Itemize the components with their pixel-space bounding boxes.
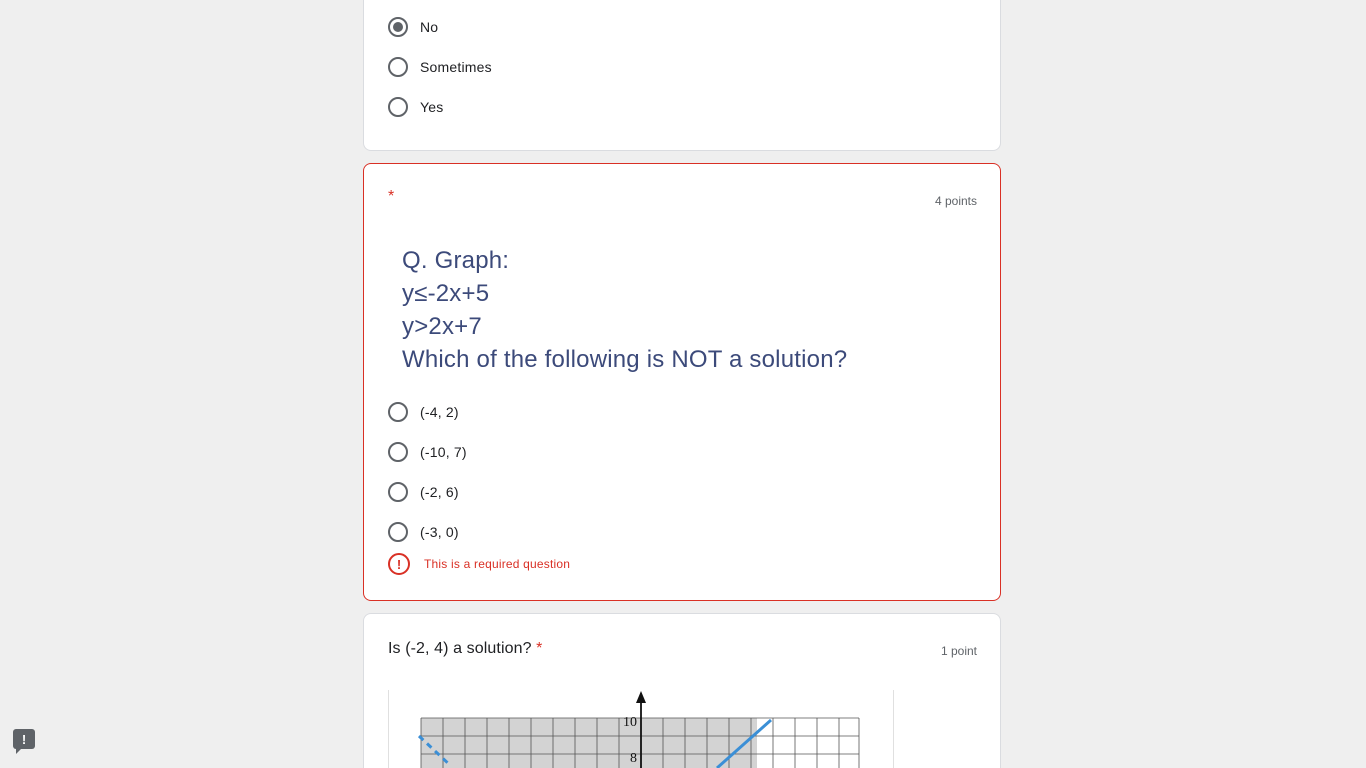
option-label: (-2, 6)	[420, 484, 459, 500]
option-sometimes[interactable]	[388, 55, 492, 79]
radio-icon[interactable]	[388, 402, 408, 422]
points-label: 4 points	[934, 194, 977, 208]
radio-icon[interactable]	[388, 442, 408, 462]
y-axis-arrow-icon	[636, 691, 646, 703]
y-tick-label: 10	[623, 715, 637, 730]
feedback-button[interactable]: !	[13, 729, 35, 749]
question-line: Q. Graph:	[402, 247, 510, 274]
question-graph-image	[388, 690, 894, 768]
option-yes[interactable]	[388, 95, 443, 119]
error-icon: !	[388, 553, 410, 575]
radio-selected-icon[interactable]	[388, 17, 408, 37]
question-line: y>2x+7	[402, 313, 482, 340]
required-error	[388, 553, 570, 575]
option-neg4-2[interactable]	[388, 400, 459, 424]
question-line: y≤-2x+5	[402, 280, 490, 307]
option-label: (-4, 2)	[420, 404, 459, 420]
question-card-next	[363, 613, 1001, 768]
option-label: (-3, 0)	[420, 524, 459, 540]
points-label: 1 point	[940, 644, 977, 658]
question-card-previous	[363, 0, 1001, 151]
radio-icon[interactable]	[388, 57, 408, 77]
option-label: No	[420, 19, 439, 35]
radio-icon[interactable]	[388, 97, 408, 117]
required-asterisk: *	[388, 188, 395, 205]
question-title-text: Is (-2, 4) a solution?	[388, 640, 532, 657]
radio-icon[interactable]	[388, 482, 408, 502]
question-line: Which of the following is NOT a solution?	[402, 346, 848, 373]
y-tick-label: 8	[630, 751, 637, 766]
option-neg2-6[interactable]	[388, 480, 459, 504]
required-asterisk: *	[536, 640, 543, 657]
radio-icon[interactable]	[388, 522, 408, 542]
shaded-region	[421, 718, 757, 768]
option-no[interactable]	[388, 15, 438, 39]
question-card-graph	[363, 163, 1001, 601]
option-neg3-0[interactable]	[388, 520, 459, 544]
option-label: Yes	[420, 99, 444, 115]
option-label: (-10, 7)	[420, 444, 467, 460]
option-neg10-7[interactable]	[388, 440, 467, 464]
graph-svg	[389, 690, 893, 768]
option-label: Sometimes	[420, 59, 492, 75]
question-body	[402, 244, 847, 376]
error-message: This is a required question	[424, 557, 571, 571]
question-title	[388, 640, 542, 658]
